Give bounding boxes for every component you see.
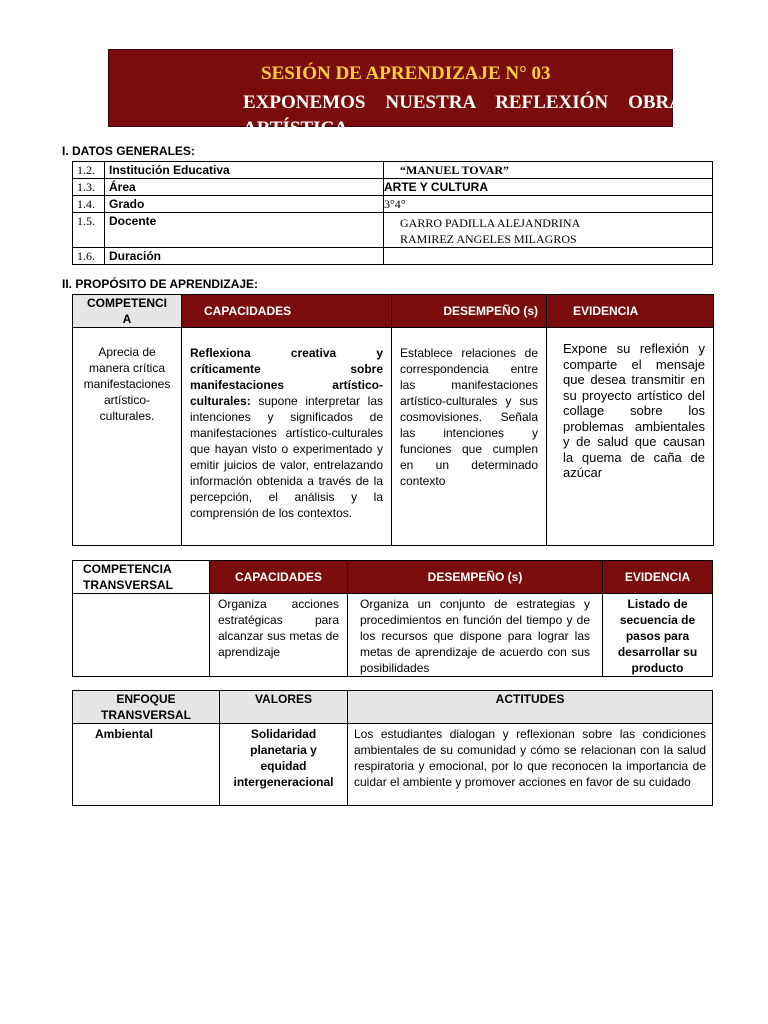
grado-value: 3°4°: [384, 196, 713, 213]
table-header-row: [73, 561, 713, 594]
row-label: Duración: [105, 248, 384, 265]
competencia-transversal-cell: [73, 594, 210, 677]
header-valores: VALORES: [220, 691, 348, 724]
capacidades-cell: Organiza acciones estratégicas para alcanzar sus metas de aprendizaje: [210, 594, 348, 677]
header-evidencia: EVIDENCIA: [547, 295, 714, 328]
header-actitudes: ACTITUDES: [348, 691, 713, 724]
desempeno-cell: Establece relaciones de correspondencia entre las manifestaciones artístico-culturales y sus cosmovisiones. Señala las intenciones y funciones que cumplen en un determinado contexto: [392, 328, 547, 546]
row-label: Grado: [105, 196, 384, 213]
duracion-value: [384, 248, 713, 265]
docente-1: GARRO PADILLA ALEJANDRINA: [400, 216, 581, 230]
enfoque-cell: Ambiental: [73, 724, 220, 806]
table-header-row: [73, 295, 714, 328]
docente-2: RAMIREZ ANGELES MILAGROS: [400, 232, 577, 246]
session-subtitle: EXPONEMOS NUESTRA REFLEXIÓN OBRA ARTÍSTICA: [243, 92, 683, 139]
row-number: 1.6.: [73, 248, 105, 265]
title-banner: [108, 49, 683, 139]
table-row: [73, 162, 713, 179]
table-row: [73, 594, 713, 677]
table-row: [73, 248, 713, 265]
header-desempeno: DESEMPEÑO (s): [348, 561, 603, 594]
section-datos-generales-title: I. DATOS GENERALES:: [62, 144, 195, 158]
area-value: ARTE Y CULTURA: [384, 179, 713, 196]
header-evidencia: EVIDENCIA: [603, 561, 713, 594]
docente-value: [384, 213, 713, 248]
row-label: Área: [105, 179, 384, 196]
actitudes-cell: Los estudiantes dialogan y reflexionan sobre las condiciones ambientales de su comunidad y cómo se relacionan con la salud respiratoria y emocional, por lo que reconocen la importancia de cuidar el ambiente y promover acciones en favor de su cuidado: [348, 724, 713, 806]
desempeno-cell: Organiza un conjunto de estrategias y procedimientos en función del tiempo y de los recursos que dispone para lograr las metas de aprendizaje de acuerdo con sus posibilidades: [348, 594, 603, 677]
section-proposito-title: II. PROPÓSITO DE APRENDIZAJE:: [62, 277, 259, 291]
valores-cell: Solidaridad planetaria y equidad intergeneracional: [220, 724, 348, 806]
table-row: [73, 196, 713, 213]
table-row: [73, 724, 713, 806]
row-number: 1.2.: [73, 162, 105, 179]
row-number: 1.4.: [73, 196, 105, 213]
header-capacidades: CAPACIDADES: [210, 561, 348, 594]
table-header-row: [73, 691, 713, 724]
header-capacidades: CAPACIDADES: [182, 295, 392, 328]
proposito-table: [72, 294, 714, 546]
capacidades-lead: Reflexiona creativa y críticamente sobre manifestaciones artístico-culturales:: [190, 346, 383, 408]
row-number: 1.5.: [73, 213, 105, 248]
table-row: [73, 213, 713, 248]
competencia-transversal-table: [72, 560, 713, 677]
competencia-cell: Aprecia de manera crítica manifestaciones artístico-culturales.: [73, 328, 182, 546]
row-label: Institución Educativa: [105, 162, 384, 179]
institucion-value: “MANUEL TOVAR”: [384, 162, 713, 179]
header-enfoque: ENFOQUE TRANSVERSAL: [73, 691, 220, 724]
table-row: [73, 328, 714, 546]
capacidades-cell: [182, 328, 392, 546]
datos-generales-table: [72, 161, 713, 265]
session-title: SESIÓN DE APRENDIZAJE N° 03: [261, 63, 551, 84]
row-number: 1.3.: [73, 179, 105, 196]
header-competencia-transversal: COMPETENCIA TRANSVERSAL: [73, 561, 210, 594]
table-row: [73, 179, 713, 196]
evidencia-cell: Expone su reflexión y comparte el mensaje que desea transmitir en su proyecto artístico del collage sobre los problemas ambientales y de salud que causan la quema de caña de azúcar: [547, 328, 714, 546]
capacidades-rest: supone interpretar las intenciones y significados de manifestaciones artístico-culturales que hayan visto o experimentado y emitir juicios de valor, entrelazando información obtenida a través de la percepción, el análisis y la comprensión de los contextos.: [190, 394, 383, 520]
header-desempeno: DESEMPEÑO (s): [392, 295, 547, 328]
enfoque-transversal-table: [72, 690, 713, 806]
header-competencia: COMPETENCIA: [73, 295, 182, 328]
row-label: Docente: [105, 213, 384, 248]
evidencia-cell: Listado de secuencia de pasos para desarrollar su producto: [603, 594, 713, 677]
